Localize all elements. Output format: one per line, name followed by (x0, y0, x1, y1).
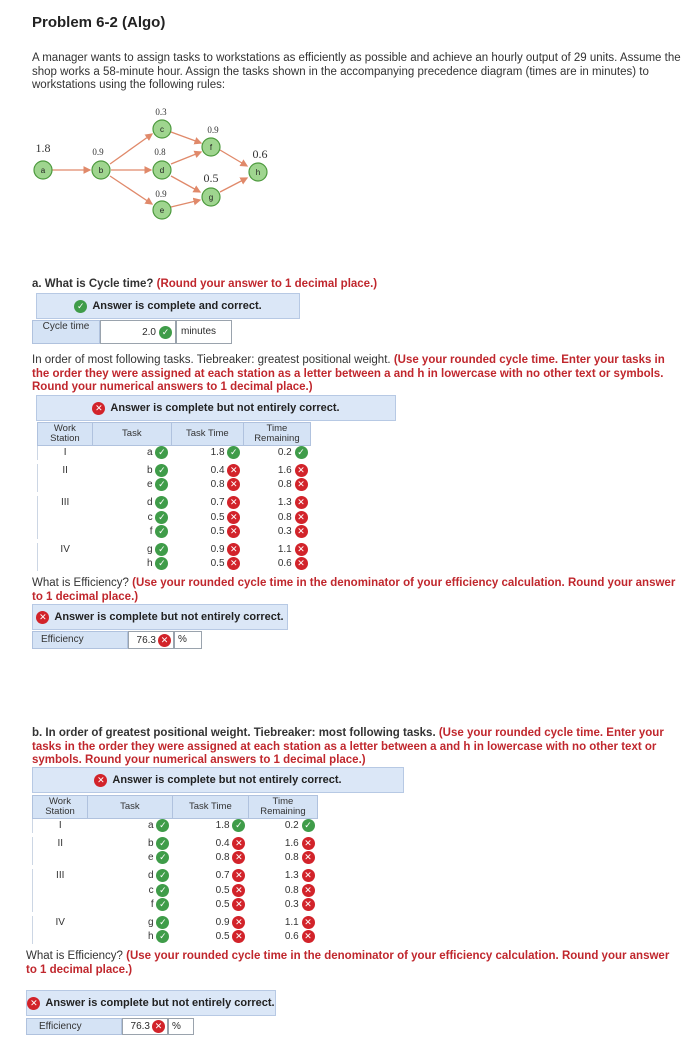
station-cell (33, 898, 88, 912)
task-time-cell[interactable]: 0.4 ✕ (172, 837, 248, 851)
efficiency-unit: % (174, 631, 202, 649)
task-cell[interactable]: d ✓ (87, 869, 172, 883)
task-time-cell[interactable]: 0.5 ✕ (171, 511, 243, 525)
x-icon: ✕ (295, 557, 308, 570)
check-icon: ✓ (155, 511, 168, 524)
x-icon: ✕ (295, 496, 308, 509)
part-b-question: b. In order of greatest positional weight. Tiebreaker: most following tasks. (Use your rounded cycle time. Enter your tasks in the order they were assigned at each station as a letter between a and h in lowercase with no other text or symbols. Round your numerical answers to 1 decimal place.) (32, 727, 664, 766)
check-icon: ✓ (155, 464, 168, 477)
part-b-efficiency-banner: ✕ Answer is complete but not entirely correct. (26, 990, 276, 1016)
node-h (249, 147, 268, 181)
table-row (33, 837, 318, 851)
efficiency-input[interactable]: 76.3 ✕ (122, 1018, 168, 1035)
edge-d-f (171, 152, 201, 164)
node-e (153, 189, 171, 219)
table-row (33, 819, 318, 834)
col-work-station: Work Station (33, 796, 88, 819)
col-task-time: Task Time (172, 796, 248, 819)
task-cell[interactable]: g ✓ (87, 916, 172, 930)
table-row (33, 898, 318, 912)
x-icon: ✕ (27, 997, 40, 1010)
x-icon: ✕ (232, 869, 245, 882)
x-icon: ✕ (302, 916, 315, 929)
table-row (38, 446, 311, 461)
svg-text:h: h (255, 168, 261, 177)
edge-b-c (110, 134, 152, 164)
check-icon: ✓ (156, 851, 169, 864)
task-time-cell[interactable]: 0.5 ✕ (172, 898, 248, 912)
station-cell: II (38, 464, 93, 478)
check-icon: ✓ (156, 930, 169, 943)
check-icon: ✓ (156, 869, 169, 882)
task-cell[interactable]: d ✓ (92, 496, 171, 510)
time-remaining-cell[interactable]: 1.6 ✕ (243, 464, 310, 478)
part-b-table-banner: ✕ Answer is complete but not entirely correct. (32, 767, 404, 793)
station-cell: III (38, 496, 93, 510)
svg-text:a: a (40, 166, 46, 175)
time-remaining-cell[interactable]: 0.3 ✕ (248, 898, 317, 912)
problem-intro: A manager wants to assign tasks to workstations as efficiently as possible and achieve an hourly output of 29 units. Assume the shop works a 58-minute hour. Assign the tasks shown in the accompanying precedence diagram (times are in minutes) to workstations using the following rules: (32, 52, 681, 91)
cycle-time-input[interactable]: 2.0 ✓ (100, 320, 176, 344)
check-icon: ✓ (155, 525, 168, 538)
x-icon: ✕ (295, 511, 308, 524)
edge-e-g (171, 200, 200, 207)
task-time-cell[interactable]: 0.9 ✕ (172, 916, 248, 930)
check-icon: ✓ (156, 884, 169, 897)
x-icon: ✕ (302, 869, 315, 882)
time-remaining-cell[interactable]: 0.8 ✕ (243, 478, 310, 492)
time-remaining-cell[interactable]: 1.3 ✕ (243, 496, 310, 510)
efficiency-unit: % (168, 1018, 194, 1035)
svg-text:d: d (159, 166, 165, 175)
edge-c-f (171, 132, 201, 143)
x-icon: ✕ (152, 1020, 165, 1033)
table-row (38, 511, 311, 525)
time-remaining-cell[interactable]: 1.1 ✕ (248, 916, 317, 930)
node-h-time: 0.6 (252, 147, 268, 161)
svg-text:g: g (208, 193, 214, 202)
task-cell[interactable]: h ✓ (92, 557, 171, 571)
check-icon: ✓ (155, 478, 168, 491)
edge-f-h (220, 150, 247, 166)
x-icon: ✕ (295, 478, 308, 491)
check-icon: ✓ (227, 446, 240, 459)
svg-text:f: f (209, 143, 213, 152)
table-row (33, 930, 318, 944)
col-work-station: Work Station (38, 423, 93, 446)
precedence-diagram (28, 104, 308, 224)
check-icon: ✓ (156, 837, 169, 850)
node-d (153, 147, 171, 179)
node-g (202, 171, 220, 206)
station-cell (38, 557, 93, 571)
part-a-efficiency-banner: ✕ Answer is complete but not entirely correct. (32, 604, 288, 630)
task-cell[interactable]: b ✓ (87, 837, 172, 851)
task-cell[interactable]: e ✓ (87, 851, 172, 865)
x-icon: ✕ (295, 525, 308, 538)
node-b-time: 0.9 (92, 147, 104, 157)
station-cell: I (33, 819, 88, 834)
time-remaining-cell[interactable]: 1.3 ✕ (248, 869, 317, 883)
x-icon: ✕ (92, 402, 105, 415)
time-remaining-cell[interactable]: 1.6 ✕ (248, 837, 317, 851)
col-task-time: Task Time (171, 423, 243, 446)
table-row (38, 525, 311, 539)
node-f (202, 125, 220, 156)
check-icon: ✓ (74, 300, 87, 313)
efficiency-label: Efficiency (26, 1018, 122, 1035)
task-time-cell[interactable]: 0.8 ✕ (171, 478, 243, 492)
time-remaining-cell[interactable]: 0.8 ✕ (248, 851, 317, 865)
task-time-cell[interactable]: 1.8 ✓ (171, 446, 243, 461)
table-row (33, 916, 318, 930)
check-icon: ✓ (159, 326, 172, 339)
svg-text:b: b (98, 166, 104, 175)
table-row (38, 543, 311, 557)
station-cell (33, 884, 88, 898)
task-time-cell[interactable]: 0.5 ✕ (171, 525, 243, 539)
x-icon: ✕ (227, 543, 240, 556)
x-icon: ✕ (158, 634, 171, 647)
time-remaining-cell[interactable]: 0.2 ✓ (248, 819, 317, 834)
efficiency-label: Efficiency (32, 631, 128, 649)
x-icon: ✕ (227, 511, 240, 524)
col-task: Task (92, 423, 171, 446)
check-icon: ✓ (295, 446, 308, 459)
x-icon: ✕ (227, 557, 240, 570)
x-icon: ✕ (227, 525, 240, 538)
col-time-remaining: Time Remaining (243, 423, 310, 446)
node-c-time: 0.3 (155, 107, 167, 117)
check-icon: ✓ (232, 819, 245, 832)
task-time-cell[interactable]: 0.7 ✕ (171, 496, 243, 510)
task-cell[interactable]: b ✓ (92, 464, 171, 478)
x-icon: ✕ (302, 898, 315, 911)
part-a-order-text: In order of most following tasks. Tiebreaker: greatest positional weight. (Use your rounded cycle time. Enter your tasks in the order they were assigned at each station as a letter between a and h in lowercase with no other text or symbols. Round your numerical answers to 1 decimal place.) (32, 354, 665, 393)
x-icon: ✕ (302, 837, 315, 850)
x-icon: ✕ (232, 898, 245, 911)
task-time-cell[interactable]: 0.9 ✕ (171, 543, 243, 557)
time-remaining-cell[interactable]: 0.8 ✕ (248, 884, 317, 898)
cycle-time-unit: minutes (176, 320, 232, 344)
x-icon: ✕ (295, 464, 308, 477)
task-cell[interactable]: c ✓ (87, 884, 172, 898)
x-icon: ✕ (94, 774, 107, 787)
table-row (33, 869, 318, 883)
node-a-time: 1.8 (35, 141, 51, 155)
check-icon: ✓ (156, 916, 169, 929)
node-c (153, 107, 171, 138)
svg-text:e: e (159, 206, 165, 215)
part-a-table-banner: ✕ Answer is complete but not entirely correct. (36, 395, 396, 421)
station-cell: II (33, 837, 88, 851)
x-icon: ✕ (227, 464, 240, 477)
task-cell[interactable]: f ✓ (92, 525, 171, 539)
x-icon: ✕ (302, 851, 315, 864)
time-remaining-cell[interactable]: 0.6 ✕ (248, 930, 317, 944)
part-b-assignment-table (32, 795, 318, 944)
station-cell: IV (38, 543, 93, 557)
node-e-time: 0.9 (155, 189, 167, 199)
station-cell (38, 525, 93, 539)
station-cell (38, 478, 93, 492)
x-icon: ✕ (227, 478, 240, 491)
task-cell[interactable]: c ✓ (92, 511, 171, 525)
check-icon: ✓ (156, 898, 169, 911)
check-icon: ✓ (155, 446, 168, 459)
station-cell: III (33, 869, 88, 883)
task-time-cell[interactable]: 0.5 ✕ (172, 884, 248, 898)
check-icon: ✓ (155, 543, 168, 556)
part-b-efficiency-question: What is Efficiency? (Use your rounded cycle time in the denominator of your efficiency calculation. Round your answer to 1 decimal place.) (26, 950, 670, 976)
x-icon: ✕ (232, 884, 245, 897)
table-row (38, 496, 311, 510)
page-title: Problem 6-2 (Algo) (32, 14, 166, 31)
edge-g-h (220, 178, 247, 192)
x-icon: ✕ (232, 837, 245, 850)
task-time-cell[interactable]: 1.8 ✓ (172, 819, 248, 834)
cycle-time-label: Cycle time (32, 320, 100, 344)
part-a-assignment-table (37, 422, 311, 571)
x-icon: ✕ (227, 496, 240, 509)
node-a (34, 141, 52, 179)
svg-text:c: c (160, 125, 164, 134)
time-remaining-cell[interactable]: 0.2 ✓ (243, 446, 310, 461)
check-icon: ✓ (155, 496, 168, 509)
task-time-cell[interactable]: 0.5 ✕ (172, 930, 248, 944)
part-a-efficiency-question: What is Efficiency? (Use your rounded cycle time in the denominator of your efficiency calculation. Round your answer to 1 decimal place.) (32, 577, 676, 603)
node-b (92, 147, 110, 179)
time-remaining-cell[interactable]: 1.1 ✕ (243, 543, 310, 557)
table-row (38, 557, 311, 571)
node-g-time: 0.5 (203, 171, 219, 185)
table-row (33, 884, 318, 898)
part-a-banner: ✓ Answer is complete and correct. (36, 293, 300, 319)
task-time-cell[interactable]: 0.8 ✕ (172, 851, 248, 865)
table-row (38, 464, 311, 478)
x-icon: ✕ (295, 543, 308, 556)
task-time-cell[interactable]: 0.7 ✕ (172, 869, 248, 883)
task-cell[interactable]: h ✓ (87, 930, 172, 944)
check-icon: ✓ (156, 819, 169, 832)
part-a-question: a. What is Cycle time? (Round your answer to 1 decimal place.) (32, 278, 378, 290)
station-cell: IV (33, 916, 88, 930)
station-cell (33, 930, 88, 944)
task-cell[interactable]: a ✓ (87, 819, 172, 834)
task-cell[interactable]: g ✓ (92, 543, 171, 557)
node-f-time: 0.9 (207, 125, 219, 135)
table-row (38, 478, 311, 492)
station-cell (33, 851, 88, 865)
x-icon: ✕ (302, 884, 315, 897)
x-icon: ✕ (232, 916, 245, 929)
x-icon: ✕ (232, 930, 245, 943)
check-icon: ✓ (302, 819, 315, 832)
task-time-cell[interactable]: 0.4 ✕ (171, 464, 243, 478)
efficiency-input[interactable]: 76.3 ✕ (128, 631, 174, 649)
time-remaining-cell[interactable]: 0.6 ✕ (243, 557, 310, 571)
table-row (33, 851, 318, 865)
station-cell: I (38, 446, 93, 461)
task-time-cell[interactable]: 0.5 ✕ (171, 557, 243, 571)
node-d-time: 0.8 (154, 147, 166, 157)
edge-d-g (171, 176, 200, 192)
x-icon: ✕ (36, 611, 49, 624)
x-icon: ✕ (232, 851, 245, 864)
edge-b-e (110, 176, 152, 204)
task-cell[interactable]: e ✓ (92, 478, 171, 492)
col-task: Task (87, 796, 172, 819)
station-cell (38, 511, 93, 525)
x-icon: ✕ (302, 930, 315, 943)
task-cell[interactable]: f ✓ (87, 898, 172, 912)
task-cell[interactable]: a ✓ (92, 446, 171, 461)
time-remaining-cell[interactable]: 0.8 ✕ (243, 511, 310, 525)
col-time-remaining: Time Remaining (248, 796, 317, 819)
time-remaining-cell[interactable]: 0.3 ✕ (243, 525, 310, 539)
check-icon: ✓ (155, 557, 168, 570)
